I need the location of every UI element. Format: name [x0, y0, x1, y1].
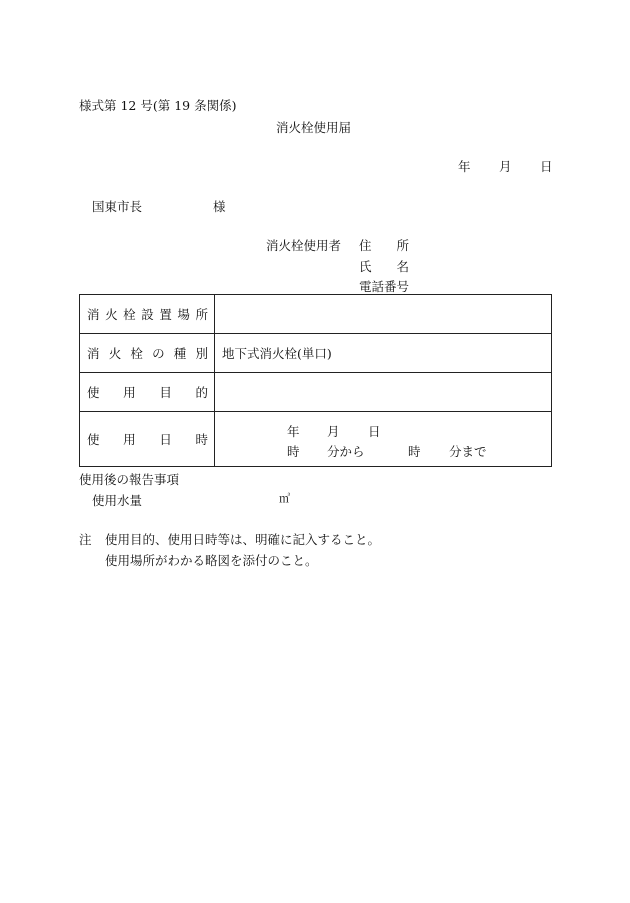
usage-datetime-field[interactable]	[215, 412, 552, 467]
note-line-1: 使用目的、使用日時等は、明確に記入すること。	[105, 532, 381, 547]
form-number: 様式第 12 号(第 19 条関係)	[79, 98, 237, 113]
date-day: 日	[540, 159, 553, 174]
dt-hour2: 時	[408, 444, 421, 459]
usage-datetime-label: 使 用 日 時	[80, 412, 215, 467]
table-row	[80, 334, 552, 373]
date-month: 月	[499, 159, 512, 174]
water-volume-label: 使用水量	[92, 493, 143, 508]
date-year: 年	[458, 159, 471, 174]
installation-location-label: 消 火 栓 設 置 場 所	[80, 295, 215, 334]
purpose-label: 使 用 目 的	[80, 373, 215, 412]
hydrant-type-value: 地下式消火栓(単口)	[222, 346, 332, 361]
hydrant-type-field[interactable]	[215, 334, 552, 373]
applicant-label: 消火栓使用者	[266, 238, 342, 253]
address-label: 住 所	[359, 238, 410, 253]
water-volume-unit: ㎥	[279, 492, 290, 505]
dt-month: 月	[327, 424, 340, 439]
note-line-2: 使用場所がわかる略図を添付のこと。	[105, 553, 318, 568]
table-row	[80, 295, 552, 334]
table-row	[80, 373, 552, 412]
phone-label: 電話番号	[359, 279, 410, 294]
dt-hour: 時	[287, 444, 300, 459]
note-prefix: 注	[79, 532, 92, 547]
dt-until: 分まで	[449, 444, 487, 459]
addressee-honorific: 様	[213, 199, 226, 214]
dt-year: 年	[287, 424, 300, 439]
dt-from: 分から	[327, 444, 365, 459]
purpose-field[interactable]	[215, 373, 552, 412]
dt-day: 日	[368, 424, 381, 439]
report-heading: 使用後の報告事項	[79, 472, 180, 487]
addressee-name: 国東市長	[92, 199, 143, 214]
installation-location-field[interactable]	[215, 295, 552, 334]
name-label: 氏 名	[359, 259, 410, 274]
page-title: 消火栓使用届	[276, 120, 352, 135]
hydrant-type-label: 消 火 栓 の 種 別	[80, 334, 215, 373]
application-table	[79, 294, 552, 467]
table-row	[80, 412, 552, 467]
